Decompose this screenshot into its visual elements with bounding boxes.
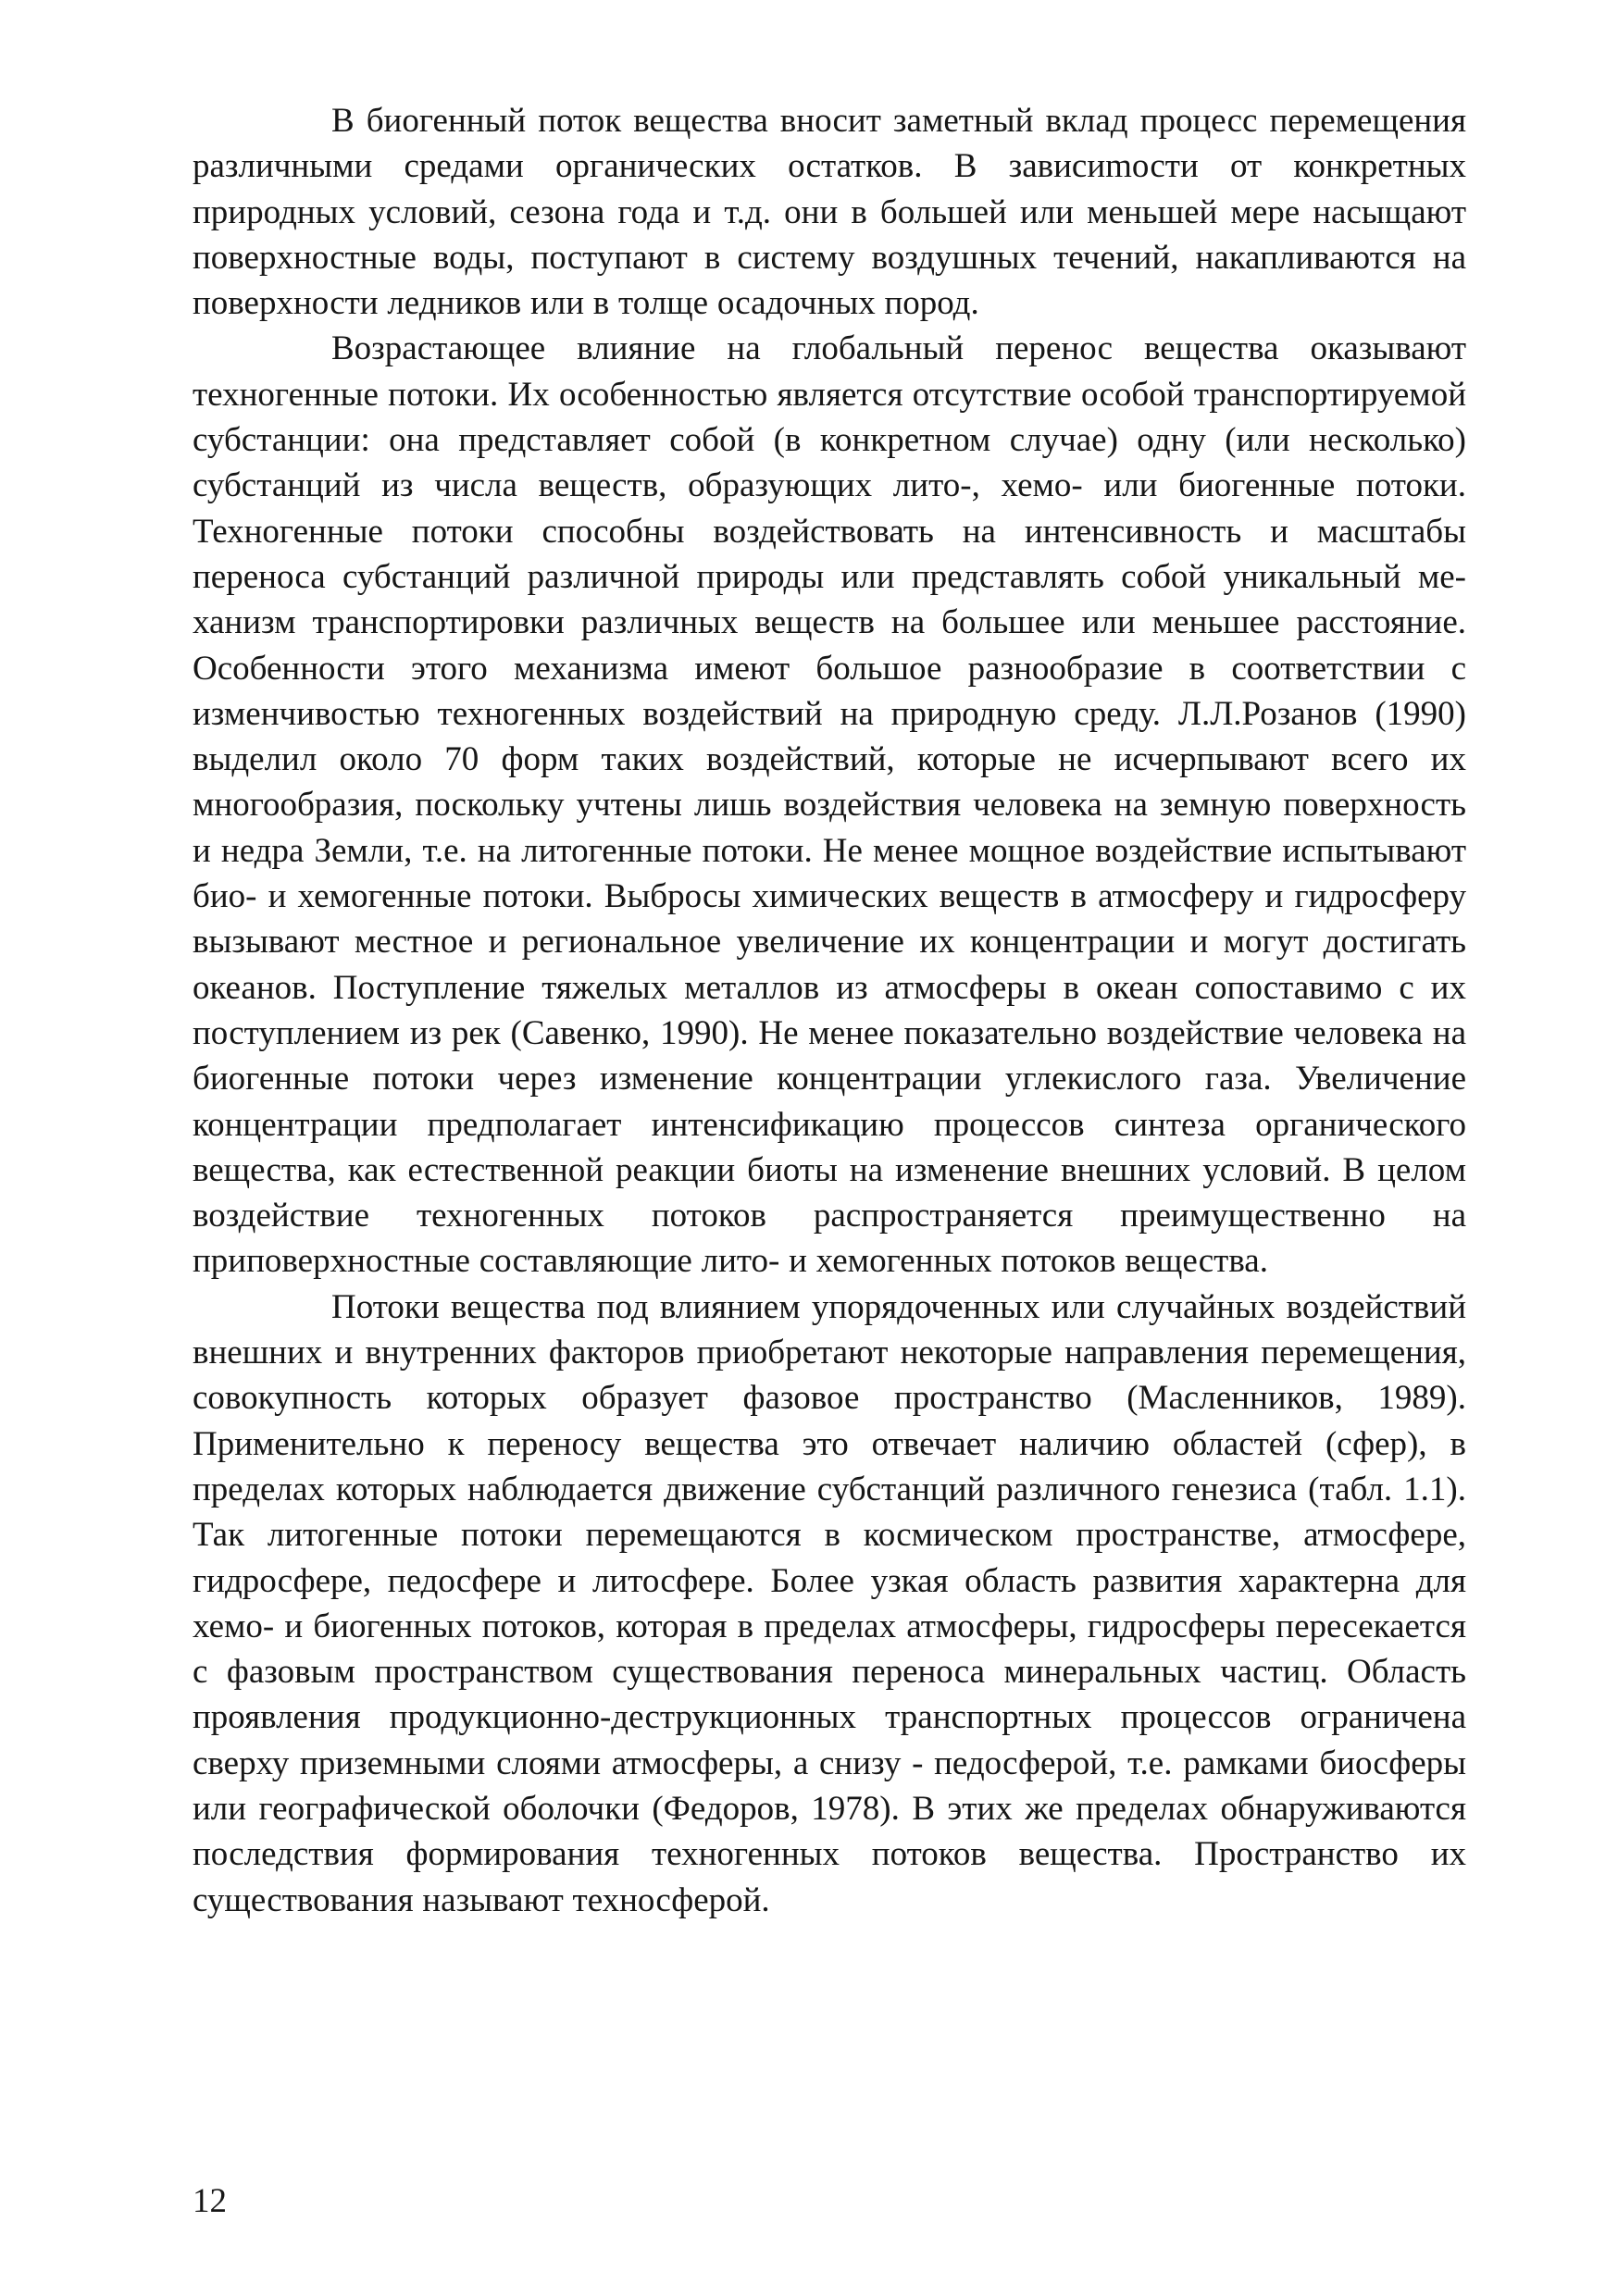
paragraph-biogenic-flow: В биогенный поток вещества вносит заметный вклад процесс перемещения различными средами органических остатков. В зависиmости от конкретных природных условий, сезона года и т.д. они в большей или меньшей мере насыщают поверхностные воды, поступают в систему воздушных течений, накапливаются на поверхности ледников или в толще осадочных пород. xyxy=(193,102,1466,323)
paragraph-phase-space: Потоки вещества под влиянием упорядоченных или случайных воздействий внешних и внутренних факторов приобретают некоторые направления перемещения, совокупность которых образует фазовое пространство (Масленников, 1989). Применительно к переносу вещества это отвечает наличию областей (сфер), в пределах которых наблюдается движение субстанций различного генезиса (табл. 1.1). Так литогенные потоки перемещаются в космическом пространстве, атмосфере, гидросфере, педосфере и литосфере. Более узкая область развития характерна для хемо- и биогенных потоков, которая в пределах атмосферы, гидросферы пересекается с фазовым пространством существования переноса минеральных частиц. Область проявления продукционно-деструкционных транспортных процессов ограничена сверху приземными слоями атмосферы, а снизу - педосферой, т.е. рамками биосферы или географической оболочки (Федоров, 1978). В этих же пределах обнаруживаются последствия формирования техногенных потоков вещества. Пространство их существования называют техносферой. xyxy=(193,1287,1466,1919)
page-number: 12 xyxy=(193,2182,227,2220)
body-text xyxy=(193,98,1466,1923)
paragraph-technogenic-flows: Возрастающее влияние на глобальный перенос вещества оказывают техногенные потоки. Их особенностью является отсутствие особой транспортируемой субстанции: она представляет собой (в конкретном случае) одну (или несколько) субстанций из числа веществ, образующих лито-, хемо- или биогенные потоки. Техногенные потоки способны воздействовать на интенсивность и масштабы переноса субстанций различной природы или представлять собой уникальный механизм транспортировки различных веществ на большее или меньшее расстояние. Особенности этого механизма имеют большое разнообразие в соответствии с изменчивостью техногенных воздействий на природную среду. Л.Л.Розанов (1990) выделил около 70 форм таких воздействий, которые не исчерпывают всего их многообразия, поскольку учтены лишь воздействия человека на земную поверхность и недра Земли, т.е. на литогенные потоки. Не менее мощное воздействие испытывают био- и хемогенные потоки. Выбросы химических веществ в атмосферу и гидросферу вызывают местное и региональное увеличение их концентрации и могут достигать океанов. Поступление тяжелых металлов из атмосферы в океан сопоставимо с их поступлением из рек (Савенко, 1990). Не менее показательно воздействие человека на биогенные потоки через изменение концентрации углекислого газа. Увеличение концентрации предполагает интенсификацию процессов синтеза органического вещества, как естественной реакции биоты на изменение внешних условий. В целом воздействие техногенных потоков распространяется преимущественно на приповерхностные составляющие лито- и хемогенных потоков вещества. xyxy=(193,329,1466,1281)
